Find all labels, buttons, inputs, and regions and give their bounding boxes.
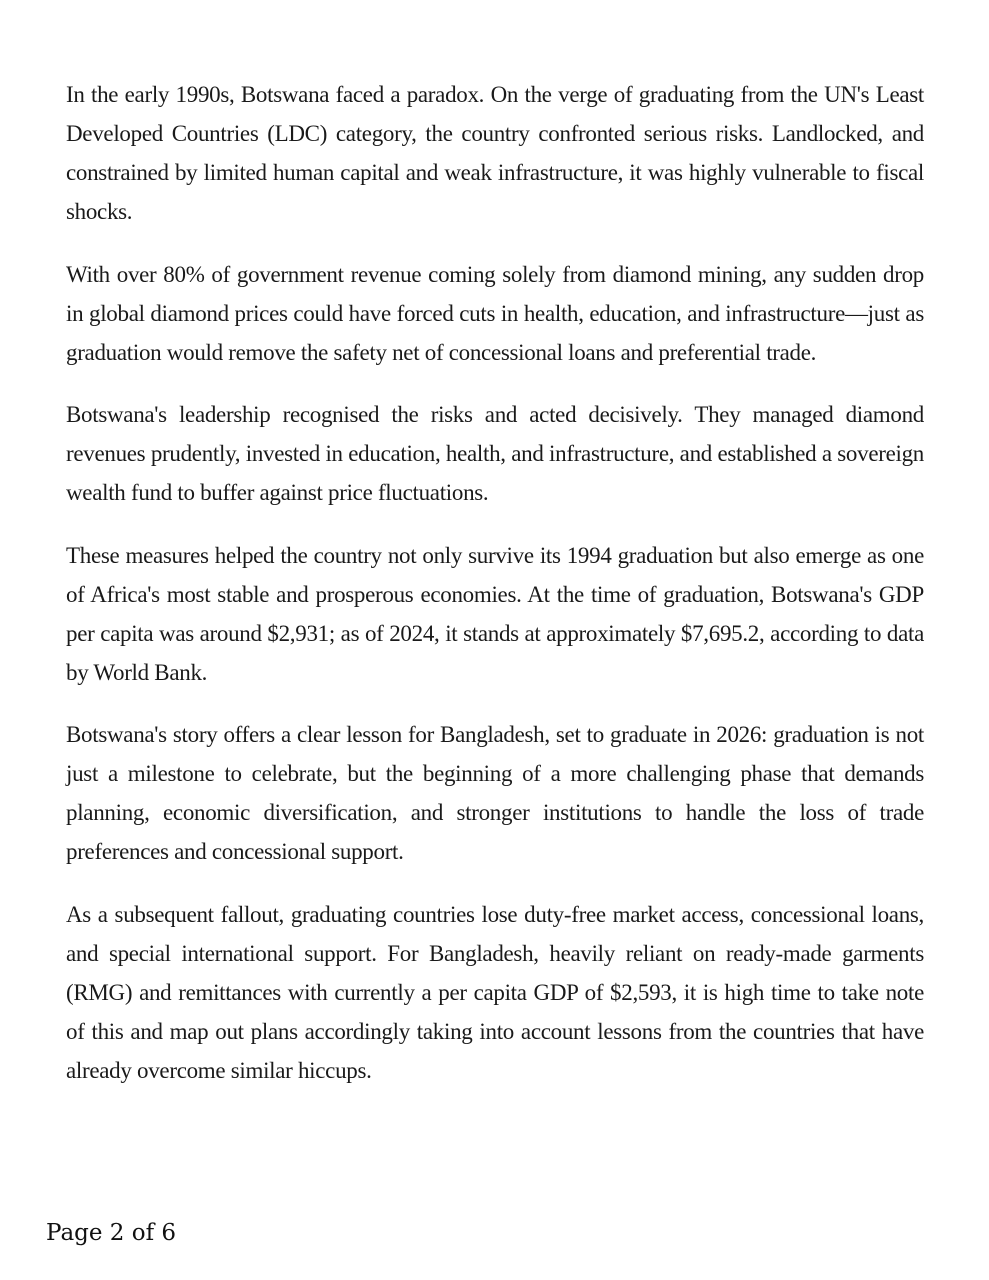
article-body [66,75,924,1113]
paragraph-fallout: As a subsequent fallout, graduating countries lose duty-free market access, concessional loans, and special international support. For Bangladesh, heavily reliant on ready-made garments (RMG) and remittances with currently a per capita GDP of $2,593, it is high time to take note of this and map out plans accordingly taking into account lessons from the countries that have already overcome similar hiccups. [66,901,924,1083]
paragraph-leadership: Botswana's leadership recognised the risks and acted decisively. They managed diamond revenues prudently, invested in education, health, and infrastructure, and established a sovereign wealth fund to buffer against price fluctuations. [66,402,924,505]
paragraph-diamond-revenue: With over 80% of government revenue coming solely from diamond mining, any sudden drop in global diamond prices could have forced cuts in health, education, and infrastructure—just as graduation would remove the safety net of concessional loans and preferential trade. [66,261,924,365]
page-indicator: Page 2 of 6 [46,1220,177,1246]
paragraph-botswana-paradox: In the early 1990s, Botswana faced a paradox. On the verge of graduating from the UN's Least Developed Countries (LDC) category, the country confronted serious risks. Landlocked, and constrained by limited human capital and weak infrastructure, it was highly vulnerable to fiscal shocks. [66,82,924,224]
paragraph-lesson-bangladesh: Botswana's story offers a clear lesson for Bangladesh, set to graduate in 2026: graduation is not just a milestone to celebrate, but the beginning of a more challenging phase that demands planning, economic diversification, and stronger institutions to handle the loss of trade preferences and concessional support. [66,722,924,864]
paragraph-graduation-outcome: These measures helped the country not only survive its 1994 graduation but also emerge as one of Africa's most stable and prosperous economies. At the time of graduation, Botswana's GDP per capita was around $2,931; as of 2024, it stands at approximately $7,695.2, according to data by World Bank. [66,542,924,685]
